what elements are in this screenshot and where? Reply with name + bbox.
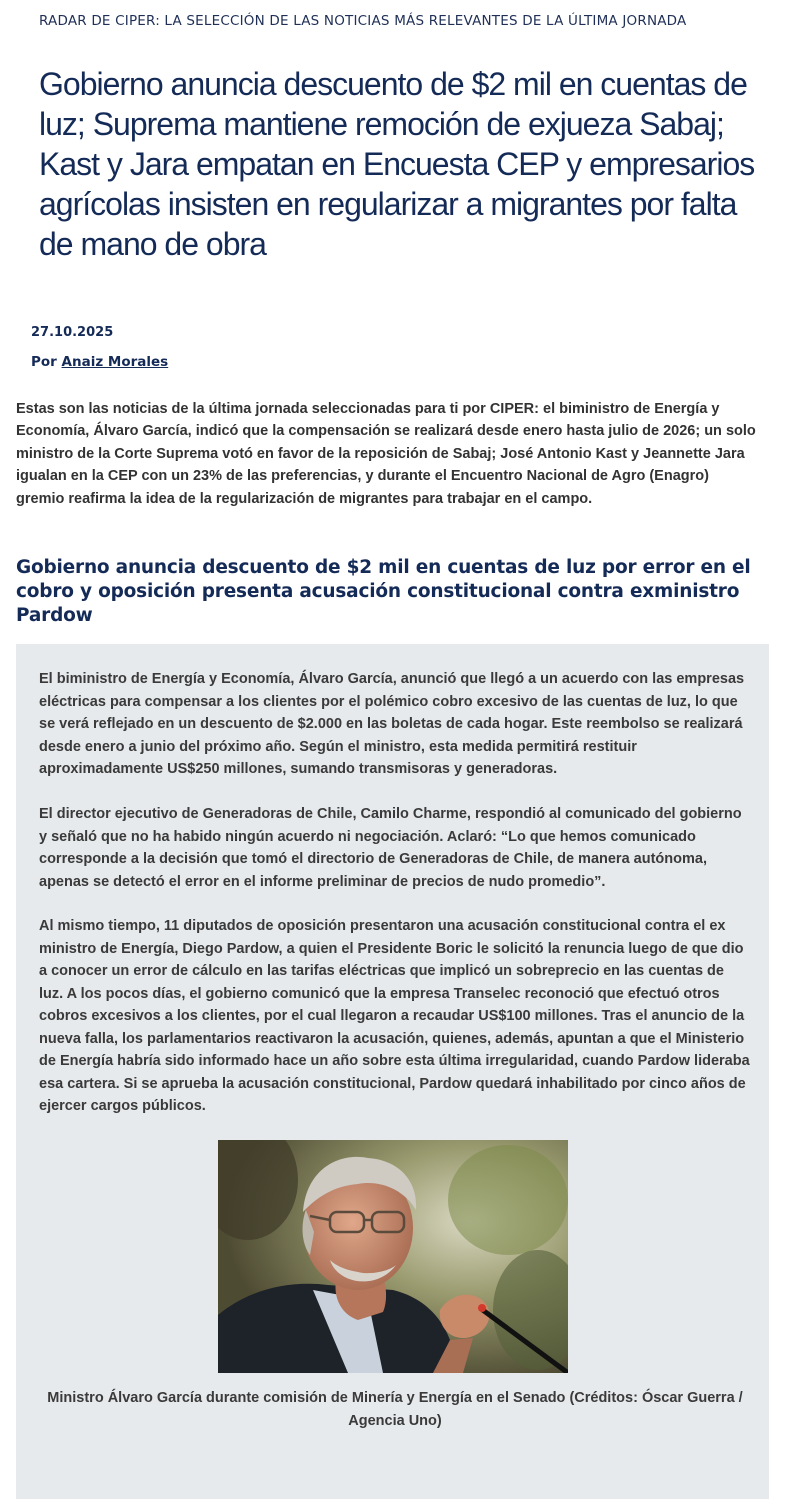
section-content-box <box>16 644 769 1499</box>
byline <box>31 354 168 370</box>
paragraph-3: Al mismo tiempo, 11 diputados de oposición presentaron una acusación constitucional contra el ex ministro de Energía, Diego Pardow, a quien el Presidente Boric le solicitó la renuncia luego de que dio a conocer un error de cálculo en las tarifas eléctricas que implicó un sobreprecio en las cuentas de luz. A los pocos días, el gobierno comunicó que la empresa Transelec reconoció que efectuó otros cobros excesivos a los clientes, por el cual llegaron a recaudar US$100 millones. Tras el anuncio de la nueva falla, los parlamentarios reactivaron la acusación, quienes, además, apuntan a que el Ministerio de Energía habría sido informado hace un año sobre esta última irregularidad, cuando Pardow lideraba esa cartera. Si se aprueba la acusación constitucional, Pardow quedará inhabilitado por cinco años de ejercer cargos públicos. <box>39 918 750 1114</box>
article-kicker: RADAR DE CIPER: LA SELECCIÓN DE LAS NOTICIAS MÁS RELEVANTES DE LA ÚLTIMA JORNADA <box>39 13 687 29</box>
article-headline: Gobierno anuncia descuento de $2 mil en cuentas de luz; Suprema mantiene remoción de exjueza Sabaj; Kast y Jara empatan en Encuesta CEP y empresarios agrícolas insisten en regularizar a migrantes por falta de mano de obra <box>39 66 755 262</box>
section-heading: Gobierno anuncia descuento de $2 mil en cuentas de luz por error en el cobro y oposición presenta acusación constitucional contra exministro Pardow <box>16 557 751 626</box>
paragraph-1: El biministro de Energía y Economía, Álvaro García, anunció que llegó a un acuerdo con las empresas eléctricas para compensar a los clientes por el polémico cobro excesivo de las cuentas de luz, lo que se verá reflejado en un descuento de $2.000 en las boletas de cada hogar. Este reembolso se realizará desde enero a junio del próximo año. Según el ministro, esta medida permitirá restituir aproximadamente US$250 millones, sumando transmisoras y generadoras. <box>39 671 745 777</box>
byline-prefix: Por <box>31 354 57 370</box>
publication-date: 27.10.2025 <box>31 325 114 340</box>
article-lead: Estas son las noticias de la última jornada seleccionadas para ti por CIPER: el biministro de Energía y Economía, Álvaro García, indicó que la compensación se realizará desde enero hasta julio de 2026; un solo ministro de la Corte Suprema votó en favor de la reposición de Sabaj; José Antonio Kast y Jeannette Jara igualan en la CEP con un 23% de las preferencias, y durante el Encuentro Nacional de Agro (Enagro) gremio reafirma la idea de la regularización de migrantes para trabajar en el campo. <box>16 401 756 507</box>
paragraph-2: El director ejecutivo de Generadoras de Chile, Camilo Charme, respondió al comunicado del gobierno y señaló que no ha habido ningún acuerdo ni negociación. Aclaró: “Lo que hemos comunicado corresponde a la decisión que tomó el directorio de Generadoras de Chile, de manera autónoma, apenas se detectó el error en el informe preliminar de precios de nudo promedio”. <box>39 806 742 890</box>
author-link[interactable]: Anaiz Morales <box>61 354 169 370</box>
photo-caption: Ministro Álvaro García durante comisión de Minería y Energía en el Senado (Créditos: Óscar Guerra / Agencia Uno) <box>47 1390 743 1429</box>
minister-photo <box>218 1140 568 1373</box>
